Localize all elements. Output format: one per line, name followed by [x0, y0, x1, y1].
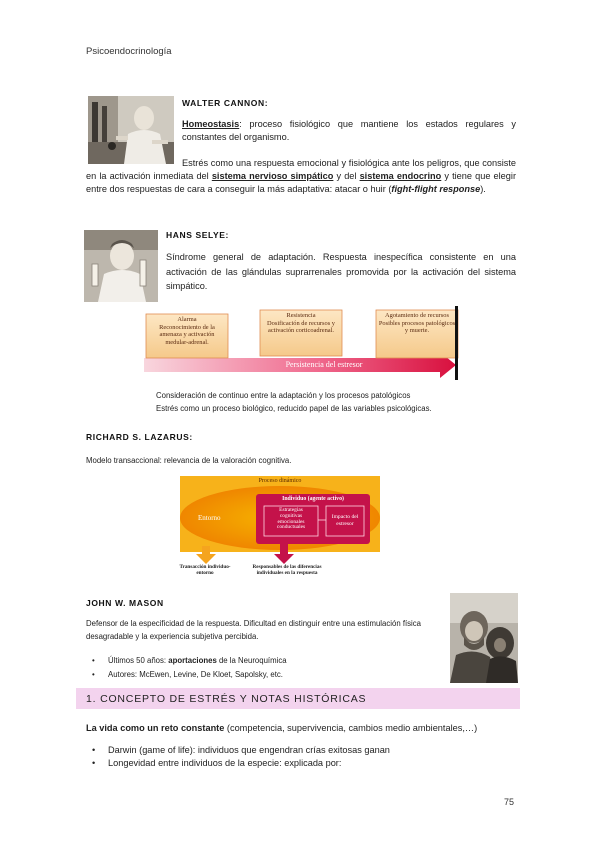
bullet-neurochemistry: • Últimos 50 años: aportaciones de la Neuroquímica — [86, 654, 436, 668]
phase-resistance: Resistencia Dosificación de recursos y activación corticoadrenal. — [267, 312, 335, 335]
mason-bullets — [86, 654, 436, 682]
individual-label: Individuo (agente activo) — [282, 496, 344, 502]
impact-label: Impacto del estresor — [331, 514, 359, 527]
section-title: 1. CONCEPTO DE ESTRÉS Y NOTAS HISTÓRICAS — [86, 693, 367, 705]
transaction-caption: Transacción individuo-entorno — [179, 564, 231, 576]
phase-exhaustion: Agotamiento de recursos Posibles procesos patológicos y muerte. — [378, 312, 456, 335]
lazarus-text: Modelo transaccional: relevancia de la valoración cognitiva. — [86, 456, 292, 465]
page-number: 75 — [504, 797, 515, 807]
bullet-longevity: • Longevidad entre individuos de la especie: explicada por: — [86, 757, 516, 770]
selye-heading: HANS SELYE: — [166, 230, 229, 240]
mason-heading: JOHN W. MASON — [86, 598, 164, 608]
phase-alarm: Alarma Reconocimiento de la amenaza y activación medular-adrenal. — [159, 316, 215, 346]
homeostasis-term: Homeostasis — [182, 119, 240, 129]
environment-label: Entorno — [198, 514, 221, 522]
transactional-model-diagram — [176, 474, 384, 580]
john-mason-photo — [450, 593, 518, 683]
walter-cannon-photo — [88, 96, 174, 164]
selye-note-2: Estrés como un proceso biológico, reducido papel de las variables psicológicas. — [156, 404, 432, 413]
bullet-darwin: • Darwin (game of life): individuos que engendran crías exitosas ganan — [86, 744, 516, 757]
strategies-label: Estrategias cognitivas emocionales conductuales — [276, 507, 306, 531]
section-bullets — [86, 744, 516, 770]
general-adaptation-syndrome-diagram — [144, 306, 460, 380]
mason-text: Defensor de la especificidad de la respuesta. Dificultad en distinguir entre una estimulación física desagradable y la experiencia subjetiva percibida. — [86, 619, 422, 641]
section-lead: La vida como un reto constante (competencia, supervivencia, cambios medio ambientales,…) — [86, 723, 478, 733]
running-head: Psicoendocrinología — [86, 46, 172, 57]
arrow-label: Persistencia del estresor — [285, 360, 363, 369]
differences-caption: Responsables de las diferencias individuales en la respuesta — [252, 564, 322, 576]
cannon-stress-paragraph: Estrés como una respuesta emocional y fisiológica ante los peligros, que consiste en la activación inmediata del sistema nervioso simpático y del sistema endocrino y tiene que elegir entre dos respuestas de cara a conseguir la más adaptativa: atacar o huir (fight-flight response). — [86, 158, 516, 195]
selye-text: Síndrome general de adaptación. Respuesta inespecífica consistente en una activación de las glándulas suprarrenales promovida por la activación del sistema simpático. — [166, 252, 516, 291]
bullet-authors: • Autores: McEwen, Levine, De Kloet, Sapolsky, etc. — [86, 668, 436, 682]
cannon-heading: WALTER CANNON: — [182, 98, 269, 108]
homeostasis-definition: Homeostasis: proceso fisiológico que mantiene los estados regulares y constantes del organismo. — [182, 119, 516, 143]
lazarus-heading: RICHARD S. LAZARUS: — [86, 432, 193, 442]
selye-note-1: Consideración de continuo entre la adaptación y los procesos patológicos — [156, 391, 411, 400]
process-label: Proceso dinámico — [258, 478, 302, 484]
hans-selye-photo — [84, 230, 158, 302]
